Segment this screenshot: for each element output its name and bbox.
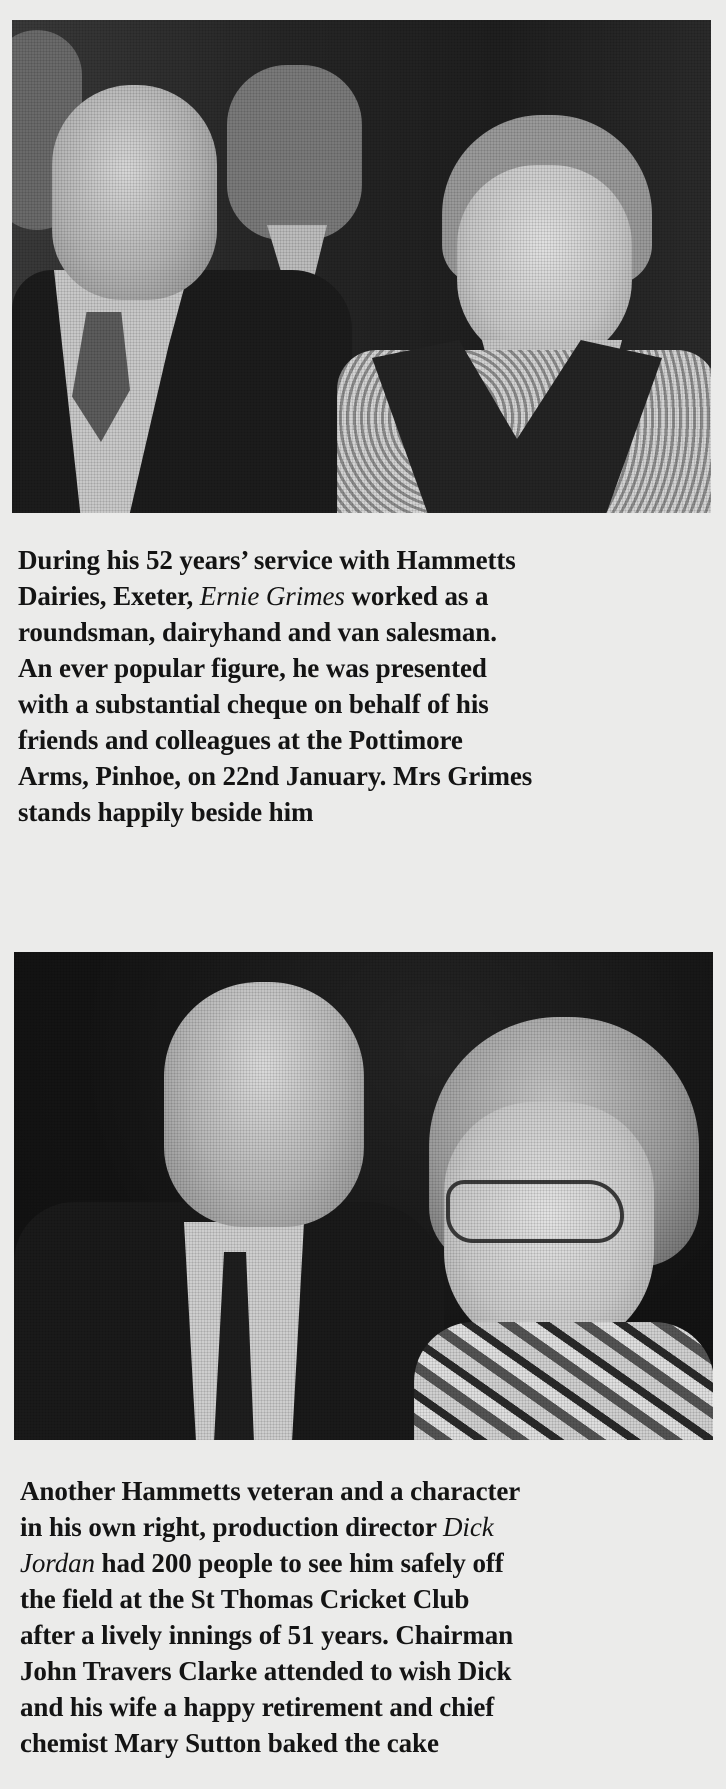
caption-name-emphasis: Dick xyxy=(443,1512,494,1542)
caption-line: with a substantial cheque on behalf of his xyxy=(18,689,489,719)
caption-dick-jordan xyxy=(20,1473,720,1761)
figure-background-man-center xyxy=(227,65,362,240)
caption-line: Jordan had 200 people to see him safely off xyxy=(20,1548,504,1578)
figure-dick-jordan-head xyxy=(164,982,364,1227)
caption-line: the field at the St Thomas Cricket Club xyxy=(20,1584,470,1614)
caption-line: During his 52 years’ service with Hammetts xyxy=(18,545,516,575)
caption-line: and his wife a happy retirement and chief xyxy=(20,1692,495,1722)
figure-ernie-head xyxy=(52,85,217,300)
caption-line: roundsman, dairyhand and van salesman. xyxy=(18,617,497,647)
caption-line: John Travers Clarke attended to wish Dick xyxy=(20,1656,512,1686)
caption-line: Arms, Pinhoe, on 22nd January. Mrs Grimes xyxy=(18,761,533,791)
photo-dick-jordan xyxy=(14,952,713,1440)
caption-name-emphasis: Jordan xyxy=(20,1548,95,1578)
figure-mrs-grimes-face xyxy=(457,165,632,365)
caption-line: in his own right, production director Dick xyxy=(20,1512,494,1542)
caption-line: chemist Mary Sutton baked the cake xyxy=(20,1728,439,1758)
caption-line: stands happily beside him xyxy=(18,797,314,827)
caption-line: friends and colleagues at the Pottimore xyxy=(18,725,463,755)
caption-line: Another Hammetts veteran and a character xyxy=(20,1476,521,1506)
caption-line: Dairies, Exeter, Ernie Grimes worked as a xyxy=(18,581,489,611)
photo-ernie-grimes xyxy=(12,20,711,513)
caption-line: after a lively innings of 51 years. Chairman xyxy=(20,1620,514,1650)
caption-line: An ever popular figure, he was presented xyxy=(18,653,487,683)
figure-wife-glasses xyxy=(446,1180,624,1243)
caption-ernie-grimes xyxy=(18,542,718,830)
caption-name-emphasis: Ernie Grimes xyxy=(199,581,345,611)
figure-wife-dress xyxy=(414,1322,713,1440)
